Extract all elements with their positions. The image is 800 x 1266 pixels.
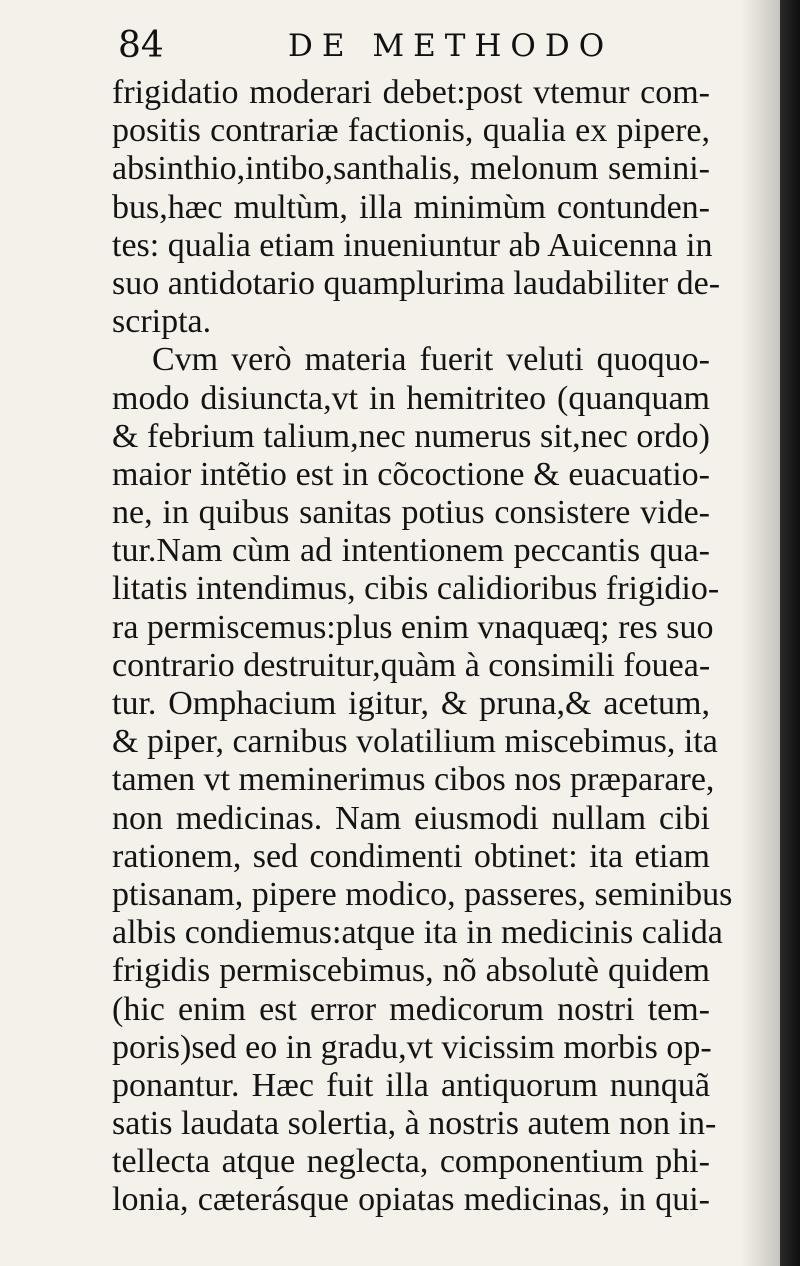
- text-line: non medicinas. Nam eiusmodi nullam cibi: [112, 799, 710, 837]
- paragraph-start-line: Cvm verò materia fuerit veluti quoquo-: [152, 341, 710, 379]
- text-line: contrario destruitur,quàm à consimili fouea-: [112, 646, 711, 684]
- text-line: ne, in quibus sanitas potius consistere vide-: [112, 494, 710, 532]
- text-line: bus,hæc multùm, illa minimùm contunden-: [112, 188, 710, 226]
- text-line: frigidatio moderari debet:post vtemur com-: [112, 74, 710, 111]
- text-line: modo disiuncta,vt in hemitriteo (quanquam: [112, 379, 710, 417]
- text-line: & febrium talium,nec numerus sit,nec ordo): [112, 417, 710, 455]
- text-line: frigidis permiscebimus, nõ absolutè quidem: [112, 952, 710, 990]
- text-line: tur.Nam cùm ad intentionem peccantis qua-: [112, 532, 710, 570]
- text-line: & piper, carnibus volatilium miscebimus, ita: [112, 723, 718, 761]
- text-line: poris)sed eo in gradu,vt vicissim morbis op-: [112, 1028, 712, 1066]
- text-line: suo antidotario quamplurima laudabiliter de-: [112, 264, 721, 302]
- text-line: absinthio,intibo,santhalis, melonum semini-: [112, 150, 710, 188]
- text-line: ponantur. Hæc fuit illa antiquorum nunquã: [112, 1066, 710, 1104]
- text-line: litatis intendimus, cibis calidioribus frigidio-: [112, 570, 720, 608]
- text-line: (hic enim est error medicorum nostri tem-: [112, 990, 710, 1028]
- text-line: lonia, cæterásque opiatas medicinas, in qui-: [112, 1181, 710, 1219]
- running-head: DE METHODO: [288, 28, 614, 64]
- text-line: rationem, sed condimenti obtinet: ita etiam: [112, 837, 710, 875]
- text-line: ptisanam, pipere modico, passeres, seminibus: [112, 875, 733, 913]
- text-line: tes: qualia etiam inueniuntur ab Auicenna in: [112, 226, 713, 264]
- text-line: ra permiscemus:plus enim vnaquæq; res suo: [112, 608, 714, 646]
- text-line: satis laudata solertia, à nostris autem non in-: [112, 1105, 717, 1143]
- text-line: tur. Omphacium igitur, & pruna,& acetum,: [112, 685, 710, 722]
- page-header: [118, 22, 718, 70]
- text-line: scripta.: [112, 303, 212, 341]
- text-line: tellecta atque neglecta, componentium phi-: [112, 1143, 710, 1181]
- page-number: 84: [118, 25, 164, 66]
- text-line: albis condiemus:atque ita in medicinis calida: [112, 914, 723, 952]
- text-line: maior intẽtio est in cõcoctione & euacuatio-: [112, 455, 710, 493]
- book-spine-shadow: [780, 0, 800, 1266]
- text-line: positis contrariæ factionis, qualia ex pipere,: [112, 112, 710, 150]
- body-text: [112, 74, 733, 1220]
- text-line: tamen vt meminerimus cibos nos præparare,: [112, 761, 715, 799]
